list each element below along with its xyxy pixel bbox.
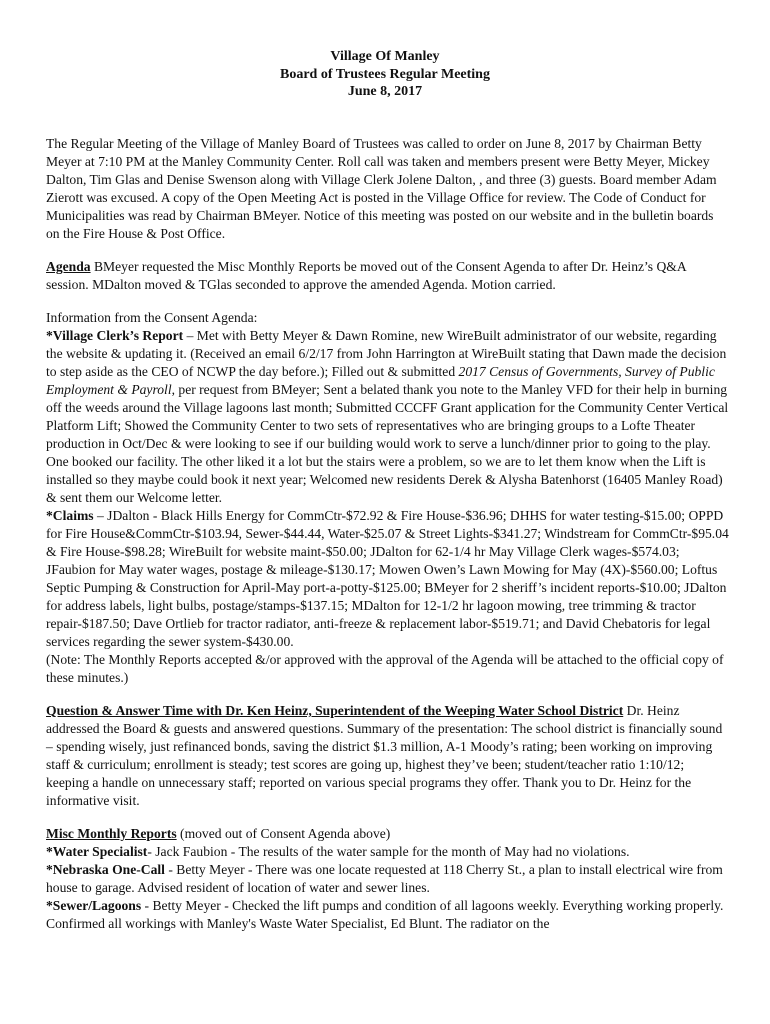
nebraska-one-call-report [46, 861, 730, 897]
sewer-lagoons-report [46, 897, 730, 933]
clerk-report-text-b: , per request from BMeyer; Sent a belated thank you note to the Manley VFD for their help in burning off the weeds around the Village lagoons last month; Submitted CCCFF Grant application for the Community Center Vertical Platform Lift; Showed the Community Center to two sets of representatives who are bringing groups to a Lofte Theater production in Oct/Dec & were looking to see if our building would work to serve a lunch/dinner prior to going to the play. One booked our facility. The other liked it a lot but the stairs were a problem, so we are to let them know when the Lift is installed so they maybe could book it next year; Welcomed new residents Derek & Alysha Batenhorst (16405 Manley Road) & sent them our Welcome letter. [46, 382, 729, 505]
sewer-lagoons-text: - Betty Meyer - Checked the lift pumps and condition of all lagoons weekly. Everything working properly. Confirmed all workings with Manley's Waste Water Specialist, Ed Blunt. The radiator on the [46, 898, 724, 931]
agenda-text: BMeyer requested the Misc Monthly Reports be moved out of the Consent Agenda to after Dr. Heinz’s Q&A session. MDalton moved & TGlas seconded to approve the amended Agenda. Motion carried. [46, 259, 686, 292]
nebraska-one-call-label: *Nebraska One-Call [46, 862, 165, 877]
qa-paragraph [46, 702, 730, 810]
header-village: Village Of Manley [330, 49, 440, 64]
nebraska-one-call-text: - Betty Meyer - There was one locate requested at 118 Cherry St., a plan to install electrical wire from house to garage. Advised resident of location of water and sewer lines. [46, 862, 723, 895]
clerk-report-text-a: – Met with Betty Meyer & Dawn Romine, new WireBuilt administrator of our website, regarding the website & updating it. (Received an email 6/2/17 from John Harrington at WireBuilt stating that Dawn made the decision to step aside as the CEO of NCWP the day before.); Filled out & submitted [46, 328, 727, 379]
header-date: June 8, 2017 [347, 84, 423, 99]
water-specialist-report [46, 843, 730, 861]
claims-text: – JDalton - Black Hills Energy for CommCtr-$72.92 & Fire House-$36.96; DHHS for water testing-$15.00; OPPD for Fire House&CommCtr-$103.94, Sewer-$44.44, Water-$25.07 & Street Lights-$341.27; Windstream for CommCtr-$95.04 & Fire House-$98.28; WireBuilt for website maint-$50.00; JDalton for 62-1/4 hr May Village Clerk wages-$574.03; JFaubion for May water wages, postage & mileage-$130.17; Mowen Owen’s Lawn Mowing for May (4X)-$560.00; Loftus Septic Pumping & Construction for April-May port-a-potty-$125.00; BMeyer for 2 sheriff’s incident reports-$10.00; JDalton for address labels, light bulbs, postage/stamps-$137.15; MDalton for 12-1/2 hr lagoon mowing, tree trimming & tractor repair-$187.50; Dave Ortlieb for tractor radiator, anti-freeze & replacement labor-$519.71; and David Chebatoris for legal services regarding the sewer system-$430.00. [46, 508, 729, 649]
qa-text: Dr. Heinz addressed the Board & guests and answered questions. Summary of the presentation: The school district is financially sound – spending wisely, just refinanced bonds, saving the district $1.3 million, A-1 Moody’s rating; been working on improving staff & curriculum; enrollment is steady; test scores are going up, highest they’ve been; student/teacher ratio 1:10/12; keeping a handle on unnecessary staff; reported on various special programs they offer. Thank you to Dr. Heinz for the informative visit. [46, 703, 723, 808]
clerk-report-census: 2017 Census of Governments, Survey of Public Employment & Payroll [46, 364, 715, 397]
qa-heading: Question & Answer Time with Dr. Ken Heinz, Superintendent of the Weeping Water School District [46, 703, 624, 718]
document-body [46, 135, 730, 933]
claims-label: *Claims [46, 508, 94, 523]
agenda-heading: Agenda [46, 259, 91, 274]
water-specialist-label: *Water Specialist [46, 844, 148, 859]
consent-intro: Information from the Consent Agenda: [46, 310, 258, 325]
water-specialist-text: - Jack Faubion - The results of the water sample for the month of May had no violations. [147, 844, 630, 859]
header-meeting-title: Board of Trustees Regular Meeting [280, 66, 490, 82]
agenda-paragraph [46, 258, 730, 294]
clerk-report [46, 327, 730, 507]
sewer-lagoons-label: *Sewer/Lagoons [46, 898, 142, 913]
misc-heading-line [46, 825, 730, 843]
document-header [0, 48, 770, 101]
clerk-report-label: *Village Clerk’s Report [46, 328, 184, 343]
claims-report [46, 507, 730, 651]
consent-note: (Note: The Monthly Reports accepted &/or approved with the approval of the Agenda will be attached to the official copy of these minutes.) [46, 652, 724, 685]
misc-subheading: (moved out of Consent Agenda above) [176, 826, 391, 841]
misc-heading: Misc Monthly Reports [46, 826, 177, 841]
intro-paragraph: The Regular Meeting of the Village of Manley Board of Trustees was called to order on June 8, 2017 by Chairman Betty Meyer at 7:10 PM at the Manley Community Center. Roll call was taken and members present were Betty Meyer, Mickey Dalton, Tim Glas and Denise Swenson along with Village Clerk Jolene Dalton, , and three (3) guests. Board member Adam Zierott was excused. A copy of the Open Meeting Act is posted in the Village Office for review. The Code of Conduct for Municipalities was read by Chairman BMeyer. Notice of this meeting was posted on our website and in the bulletin boards on the Fire House & Post Office. [46, 136, 717, 241]
